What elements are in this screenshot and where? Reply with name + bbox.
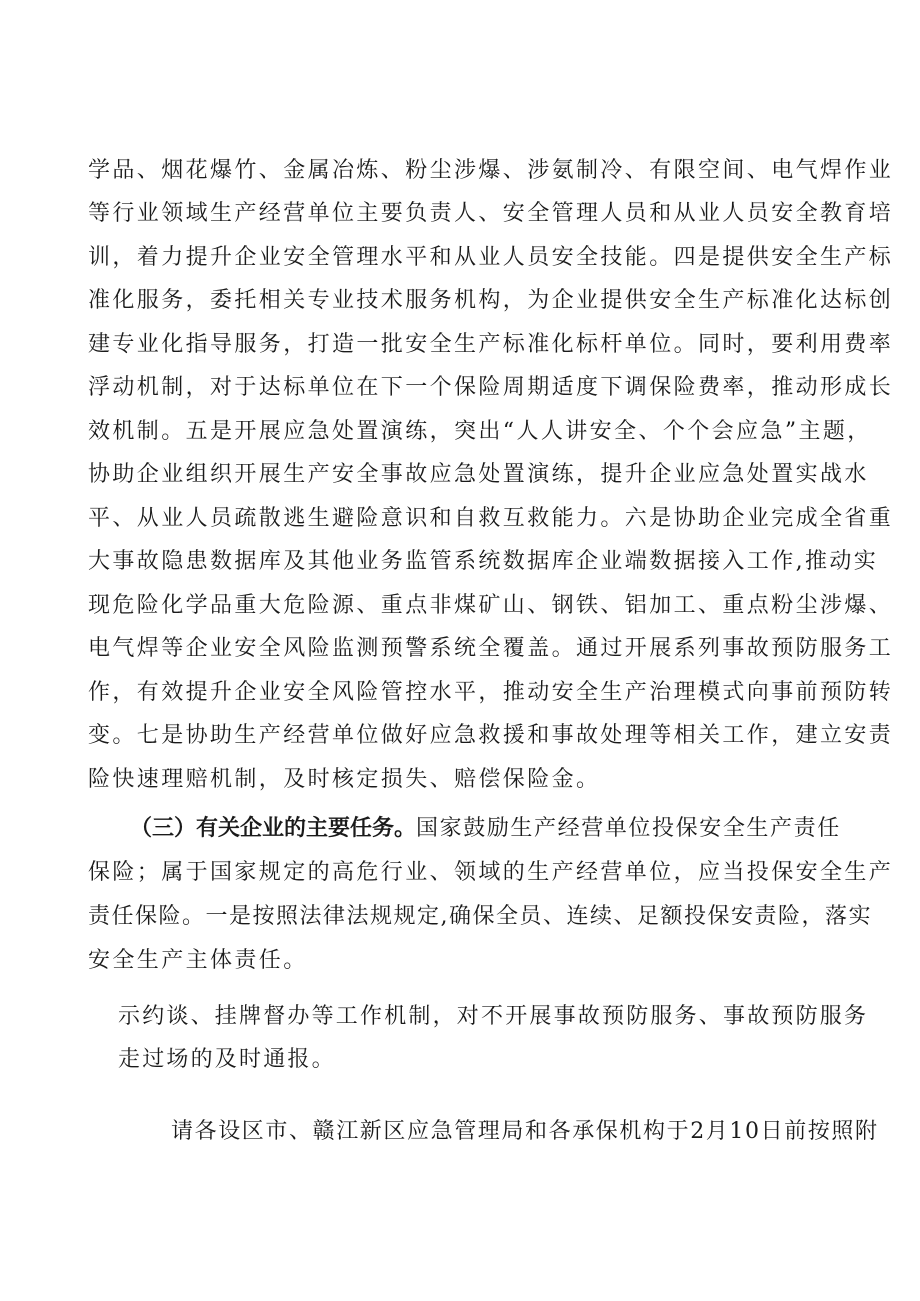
fragment-line: 示约谈、挂牌督办等工作机制，对不开展事故预防服务、事故预防服务: [118, 1004, 869, 1029]
text-line: 险快速理赔机制，及时核定损失、赔偿保险金。: [88, 767, 601, 792]
section-3-text: 国家鼓励生产经营单位投保安全生产责任: [416, 816, 841, 841]
text-line: 训，着力提升企业安全管理水平和从业人员安全技能。四是提供安全生产标: [88, 245, 894, 270]
section-3-heading: （三）有关企业的主要任务。: [130, 816, 417, 841]
text-line: 浮动机制，对于达标单位在下一个保险周期适度下调保险费率，推动形成长: [88, 375, 894, 400]
text-line: 保险；属于国家规定的高危行业、领域的生产经营单位，应当投保安全生产: [88, 860, 894, 885]
text-line: 准化服务，委托相关专业技术服务机构，为企业提供安全生产标准化达标创: [88, 288, 894, 313]
text-line: 作，有效提升企业安全风险管控水平，推动安全生产治理模式向事前预防转: [88, 680, 894, 705]
text-line: 建专业化指导服务，打造一批安全生产标准化标杆单位。同时，要利用费率: [88, 332, 894, 357]
section-3-first-line: [130, 814, 841, 844]
text-line: 大事故隐患数据库及其他业务监管系统数据库企业端数据接入工作,推动实: [88, 549, 879, 574]
text-line: 等行业领域生产经营单位主要负责人、安全管理人员和从业人员安全教育培: [88, 201, 894, 226]
fragment-line: 走过场的及时通报。: [118, 1047, 336, 1072]
text-line: 责任保险。一是按照法律法规规定,确保全员、连续、足额投保安责险，落实: [88, 904, 872, 929]
text-line: 现危险化学品重大危险源、重点非煤矿山、钢铁、铝加工、重点粉尘涉爆、: [88, 593, 894, 618]
text-line: 协助企业组织开展生产安全事故应急处置演练，提升企业应急处置实战水: [88, 462, 869, 487]
text-line: 效机制。五是开展应急处置演练，突出“人人讲安全、个个会应急”主题，: [88, 419, 872, 444]
final-line: 请各设区市、赣江新区应急管理局和各承保机构于2月10日前按照附: [171, 1119, 879, 1144]
text-line: 电气焊等企业安全风险监测预警系统全覆盖。通过开展系列事故预防服务工: [88, 636, 894, 661]
text-line: 平、从业人员疏散逃生避险意识和自救互救能力。六是协助企业完成全省重: [88, 506, 894, 531]
text-line: 学品、烟花爆竹、金属冶炼、粉尘涉爆、涉氨制冷、有限空间、电气焊作业: [88, 158, 894, 183]
text-line: 变。七是协助生产经营单位做好应急救援和事故处理等相关工作，建立安责: [88, 723, 894, 748]
text-line: 安全生产主体责任。: [88, 948, 308, 973]
